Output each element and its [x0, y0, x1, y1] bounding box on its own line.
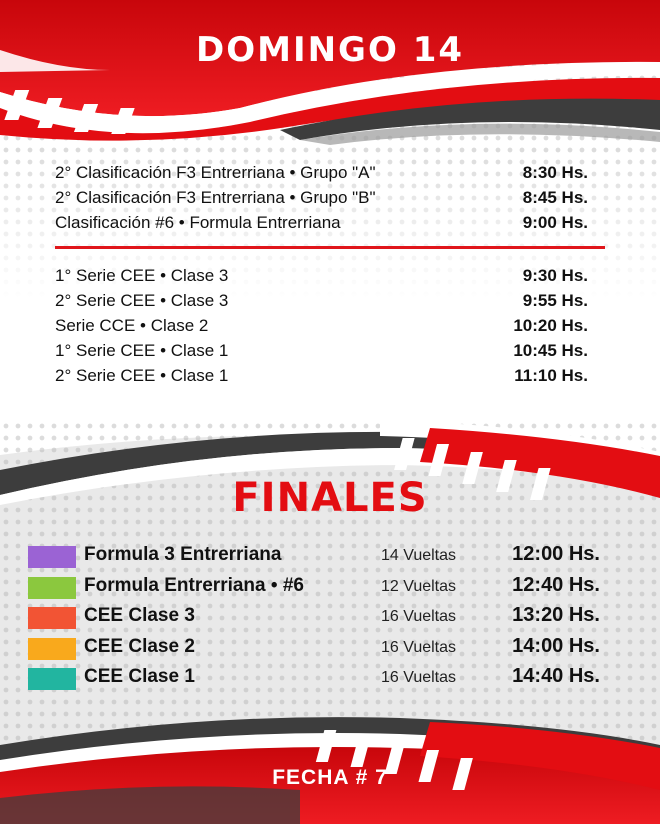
color-swatch: [28, 577, 76, 599]
event-name: 1° Serie CEE • Clase 1: [55, 341, 229, 360]
final-name: Formula 3 Entrerriana: [84, 544, 282, 565]
footer-label: FECHA # 7: [272, 766, 388, 789]
final-time: 12:40 Hs.: [512, 573, 600, 596]
final-laps: 16 Vueltas: [381, 638, 457, 656]
final-laps: 16 Vueltas: [381, 608, 457, 625]
event-name: 2° Clasificación F3 Entrerriana • Grupo "A": [55, 163, 376, 182]
event-name: 2° Clasificación F3 Entrerriana • Grupo "B": [55, 188, 376, 207]
final-name: CEE Clase 3: [84, 605, 195, 626]
color-swatch: [28, 638, 76, 660]
final-row: [28, 601, 608, 632]
event-name: 2° Serie CEE • Clase 1: [55, 366, 229, 385]
event-time: 9:55 Hs.: [522, 291, 588, 310]
event-time: 8:45 Hs.: [522, 188, 588, 207]
event-name: 2° Serie CEE • Clase 3: [55, 291, 229, 310]
event-time: 10:45 Hs.: [513, 341, 588, 360]
final-row: [28, 571, 608, 602]
event-time: 9:30 Hs.: [522, 266, 588, 285]
event-time: 11:10 Hs.: [514, 366, 588, 385]
list-item: [55, 288, 588, 313]
list-item: [55, 363, 588, 388]
page-title: DOMINGO 14: [195, 30, 465, 70]
final-time: 14:00 Hs.: [512, 634, 600, 657]
final-time: 14:40 Hs.: [512, 665, 600, 687]
event-time: 9:00 Hs.: [522, 213, 588, 232]
final-laps: 16 Vueltas: [381, 669, 457, 686]
final-name: CEE Clase 2: [84, 635, 195, 657]
final-laps: 12 Vueltas: [381, 577, 457, 595]
event-name: 1° Serie CEE • Clase 3: [55, 266, 229, 285]
event-time: 10:20 Hs.: [513, 316, 588, 335]
list-item: [55, 338, 588, 363]
final-row: [28, 662, 608, 693]
finales-list: [28, 540, 608, 693]
final-row: [28, 632, 608, 663]
color-swatch: [28, 546, 76, 568]
list-item: [55, 185, 588, 210]
final-time: 13:20 Hs.: [512, 604, 600, 626]
event-name: Clasificación #6 • Formula Entrerriana: [55, 213, 341, 232]
list-item: [55, 210, 588, 235]
divider: [55, 246, 605, 249]
finales-heading: FINALES: [232, 475, 428, 521]
series-list: [55, 263, 588, 388]
color-swatch: [28, 668, 76, 690]
final-name: CEE Clase 1: [84, 666, 195, 687]
final-row: [28, 540, 608, 571]
final-time: 12:00 Hs.: [512, 543, 600, 565]
final-name: Formula Entrerriana • #6: [84, 574, 304, 596]
event-time: 8:30 Hs.: [522, 163, 588, 182]
color-swatch: [28, 607, 76, 629]
list-item: [55, 313, 588, 338]
list-item: [55, 160, 588, 185]
list-item: [55, 263, 588, 288]
event-name: Serie CCE • Clase 2: [55, 316, 209, 335]
qualifying-list: [55, 160, 588, 235]
final-laps: 14 Vueltas: [381, 547, 457, 564]
